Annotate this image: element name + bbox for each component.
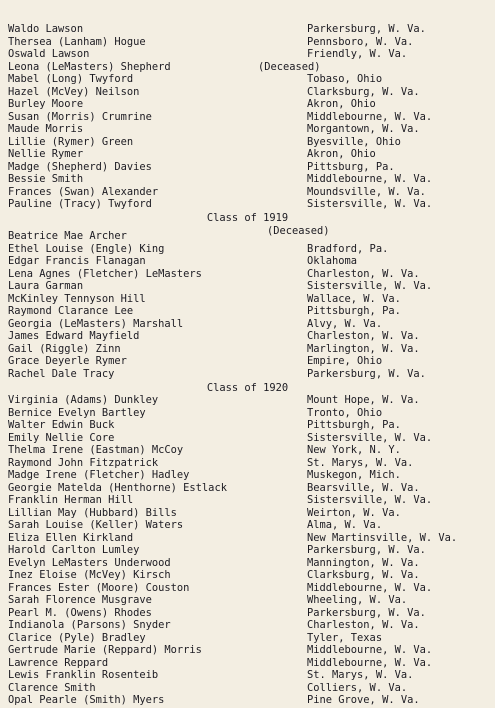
list-item bbox=[0, 111, 495, 124]
list-item bbox=[0, 161, 495, 174]
person-name: Mabel (Long) Twyford bbox=[8, 73, 134, 85]
person-name: Opal Pearle (Smith) Myers bbox=[8, 694, 165, 706]
person-name: James Edward Mayfield bbox=[8, 330, 140, 342]
list-item bbox=[0, 432, 495, 445]
person-location: Parkersburg, W. Va. bbox=[307, 544, 426, 556]
list-item bbox=[0, 23, 495, 36]
deceased-note-1919: (Deceased) bbox=[267, 225, 330, 237]
person-name: Beatrice Mae Archer bbox=[8, 230, 127, 242]
person-name: Rachel Dale Tracy bbox=[8, 367, 115, 380]
list-item bbox=[0, 136, 495, 149]
person-location: Alma, W. Va. bbox=[307, 519, 383, 531]
person-name: Eliza Ellen Kirkland bbox=[8, 531, 134, 544]
person-location: Pennsboro, W. Va. bbox=[307, 35, 414, 48]
person-name: Thelma Irene (Eastman) McCoy bbox=[8, 444, 184, 456]
list-item bbox=[0, 532, 495, 545]
list-item bbox=[0, 469, 495, 482]
person-name: Edgar Francis Flanagan bbox=[8, 255, 146, 267]
list-item bbox=[0, 186, 495, 199]
list-item bbox=[0, 494, 495, 507]
list-item bbox=[0, 669, 495, 682]
person-location: Wallace, W. Va. bbox=[307, 292, 401, 305]
person-location: St. Marys, W. Va. bbox=[307, 669, 414, 681]
list-item bbox=[0, 73, 495, 86]
person-location: Middlebourne, W. Va. bbox=[307, 581, 433, 594]
person-name: Lillie (Rymer) Green bbox=[8, 135, 134, 148]
person-name: Gertrude Marie (Reppard) Morris bbox=[8, 644, 202, 656]
person-location: Empire, Ohio bbox=[307, 355, 383, 367]
deceased-note: (Deceased) bbox=[258, 60, 321, 73]
list-item bbox=[0, 123, 495, 136]
class-1920-heading: Class of 1920 bbox=[206, 382, 289, 394]
person-location: Bradford, Pa. bbox=[307, 242, 389, 255]
list-item bbox=[0, 318, 495, 331]
person-name: Evelyn LeMasters Underwood bbox=[8, 556, 171, 569]
list-item bbox=[0, 694, 495, 707]
person-name: Inez Eloise (McVey) Kirsch bbox=[8, 569, 171, 581]
person-name: Raymond John Fitzpatrick bbox=[8, 456, 159, 469]
person-location: Colliers, W. Va. bbox=[307, 681, 408, 694]
person-location: Wheeling, W. Va. bbox=[307, 594, 408, 606]
list-item bbox=[0, 657, 495, 670]
list-item bbox=[0, 544, 495, 557]
list-item bbox=[0, 61, 495, 74]
person-name: Virginia (Adams) Dunkley bbox=[8, 394, 159, 406]
person-name: Lawrence Reppard bbox=[8, 656, 109, 669]
person-name: Lena Agnes (Fletcher) LeMasters bbox=[8, 267, 202, 280]
list-item bbox=[0, 569, 495, 582]
person-location: Charleston, W. Va. bbox=[307, 330, 420, 342]
list-item bbox=[0, 419, 495, 432]
person-location: Sistersville, W. Va. bbox=[307, 198, 433, 210]
person-location: Charleston, W. Va. bbox=[307, 619, 420, 631]
person-location: Akron, Ohio bbox=[307, 148, 376, 160]
person-location: Middlebourne, W. Va. bbox=[307, 110, 433, 123]
person-name: Sarah Florence Musgrave bbox=[8, 594, 152, 606]
person-name: McKinley Tennyson Hill bbox=[8, 292, 146, 305]
list-item bbox=[0, 36, 495, 49]
person-location: Mount Hope, W. Va. bbox=[307, 394, 420, 406]
list-item bbox=[0, 230, 495, 243]
person-location: Morgantown, W. Va. bbox=[307, 123, 420, 135]
person-name: Burley Moore bbox=[8, 98, 84, 110]
person-name: Lewis Franklin Rosenteib bbox=[8, 669, 159, 681]
list-item bbox=[0, 98, 495, 111]
list-item bbox=[0, 198, 495, 211]
person-location: Sistersville, W. Va. bbox=[307, 494, 433, 506]
person-name: Walter Edwin Buck bbox=[8, 419, 115, 431]
person-location: Friendly, W. Va. bbox=[307, 48, 408, 60]
person-location: Tronto, Ohio bbox=[307, 406, 383, 419]
list-item bbox=[0, 280, 495, 293]
section-earlier-class bbox=[0, 23, 495, 211]
person-name: Sarah Louise (Keller) Waters bbox=[8, 519, 184, 531]
person-name: Maude Morris bbox=[8, 123, 84, 135]
person-name: Madge Irene (Fletcher) Hadley bbox=[8, 469, 190, 481]
section-class-1919 bbox=[0, 230, 495, 380]
list-item bbox=[0, 86, 495, 99]
person-location: Muskegon, Mich. bbox=[307, 469, 401, 481]
person-name: Thersea (Lanham) Hogue bbox=[8, 35, 146, 48]
person-name: Susan (Morris) Crumrine bbox=[8, 110, 152, 123]
person-location: Pittsburgh, Pa. bbox=[307, 305, 401, 317]
person-location: Clarksburg, W. Va. bbox=[307, 85, 420, 98]
person-name: Raymond Clarance Lee bbox=[8, 305, 134, 317]
list-item bbox=[0, 519, 495, 532]
person-location: Oklahoma bbox=[307, 255, 358, 267]
person-name: Nellie Rymer bbox=[8, 148, 84, 160]
person-name: Gail (Riggle) Zinn bbox=[8, 342, 121, 355]
person-name: Clarice (Pyle) Bradley bbox=[8, 631, 146, 644]
person-location: Sistersville, W. Va. bbox=[307, 431, 433, 444]
person-name: Hazel (McVey) Neilson bbox=[8, 85, 140, 98]
person-name: Pauline (Tracy) Twyford bbox=[8, 198, 152, 210]
list-item bbox=[0, 407, 495, 420]
class-1919-heading: Class of 1919 bbox=[206, 212, 289, 224]
person-location: Moundsville, W. Va. bbox=[307, 185, 426, 198]
person-location: Clarksburg, W. Va. bbox=[307, 569, 420, 581]
person-location: Charleston, W. Va. bbox=[307, 267, 420, 280]
list-item bbox=[0, 557, 495, 570]
list-item bbox=[0, 632, 495, 645]
list-item bbox=[0, 482, 495, 495]
person-name: Madge (Shepherd) Davies bbox=[8, 160, 152, 173]
list-item bbox=[0, 355, 495, 368]
person-location: Tobaso, Ohio bbox=[307, 73, 383, 85]
list-item bbox=[0, 330, 495, 343]
person-location: Middlebourne, W. Va. bbox=[307, 656, 433, 669]
list-item bbox=[0, 305, 495, 318]
person-location: Parkersburg, W. Va. bbox=[307, 23, 426, 35]
person-name: Indianola (Parsons) Snyder bbox=[8, 619, 171, 631]
list-item bbox=[0, 148, 495, 161]
list-item bbox=[0, 293, 495, 306]
person-name: Harold Carlton Lumley bbox=[8, 544, 140, 556]
list-item bbox=[0, 582, 495, 595]
person-name: Grace Deyerle Rymer bbox=[8, 355, 127, 367]
person-location: Marlington, W. Va. bbox=[307, 342, 420, 355]
person-location: Middlebourne, W. Va. bbox=[307, 173, 433, 185]
person-location: New Martinsville, W. Va. bbox=[307, 531, 458, 544]
person-location: Byesville, Ohio bbox=[307, 135, 401, 148]
person-location: Weirton, W. Va. bbox=[307, 506, 401, 519]
person-name: Waldo Lawson bbox=[8, 23, 84, 35]
list-item bbox=[0, 173, 495, 186]
person-location: Pine Grove, W. Va. bbox=[307, 694, 420, 706]
list-item bbox=[0, 394, 495, 407]
person-name: Leona (LeMasters) Shepherd bbox=[8, 60, 171, 73]
person-name: Clarence Smith bbox=[8, 681, 96, 694]
person-location: Mannington, W. Va. bbox=[307, 556, 420, 569]
list-item bbox=[0, 607, 495, 620]
list-item bbox=[0, 507, 495, 520]
list-item bbox=[0, 444, 495, 457]
person-location: Middlebourne, W. Va. bbox=[307, 644, 433, 656]
person-name: Franklin Herman Hill bbox=[8, 494, 134, 506]
person-location: Tyler, Texas bbox=[307, 631, 383, 644]
list-item bbox=[0, 48, 495, 61]
list-item bbox=[0, 343, 495, 356]
list-item bbox=[0, 619, 495, 632]
list-item bbox=[0, 255, 495, 268]
person-location: Parkersburg, W. Va. bbox=[307, 606, 426, 619]
person-location: Pittsburg, Pa. bbox=[307, 160, 395, 173]
list-item bbox=[0, 457, 495, 470]
person-name: Lillian May (Hubbard) Bills bbox=[8, 506, 177, 519]
person-name: Bernice Evelyn Bartley bbox=[8, 406, 146, 419]
person-location: Parkersburg, W. Va. bbox=[307, 367, 426, 380]
person-name: Ethel Louise (Engle) King bbox=[8, 242, 165, 255]
person-location: St. Marys, W. Va. bbox=[307, 456, 414, 469]
section-class-1920 bbox=[0, 394, 495, 707]
person-name: Georgia (LeMasters) Marshall bbox=[8, 317, 184, 330]
list-item bbox=[0, 243, 495, 256]
person-name: Emily Nellie Core bbox=[8, 431, 115, 444]
person-name: Oswald Lawson bbox=[8, 48, 90, 60]
list-item bbox=[0, 594, 495, 607]
person-location: Akron, Ohio bbox=[307, 98, 376, 110]
person-name: Bessie Smith bbox=[8, 173, 84, 185]
list-item bbox=[0, 368, 495, 381]
list-item bbox=[0, 682, 495, 695]
person-name: Frances Ester (Moore) Couston bbox=[8, 581, 190, 594]
person-location: Bearsville, W. Va. bbox=[307, 481, 420, 494]
person-location: Alvy, W. Va. bbox=[307, 317, 383, 330]
person-name: Frances (Swan) Alexander bbox=[8, 185, 159, 198]
person-name: Laura Garman bbox=[8, 280, 84, 292]
person-name: Pearl M. (Owens) Rhodes bbox=[8, 606, 152, 619]
person-location: Sistersville, W. Va. bbox=[307, 280, 433, 292]
list-item bbox=[0, 644, 495, 657]
person-location: New York, N. Y. bbox=[307, 444, 401, 456]
list-item bbox=[0, 268, 495, 281]
person-location: Pittsburgh, Pa. bbox=[307, 419, 401, 431]
person-name: Georgie Matelda (Henthorne) Estlack bbox=[8, 481, 227, 494]
